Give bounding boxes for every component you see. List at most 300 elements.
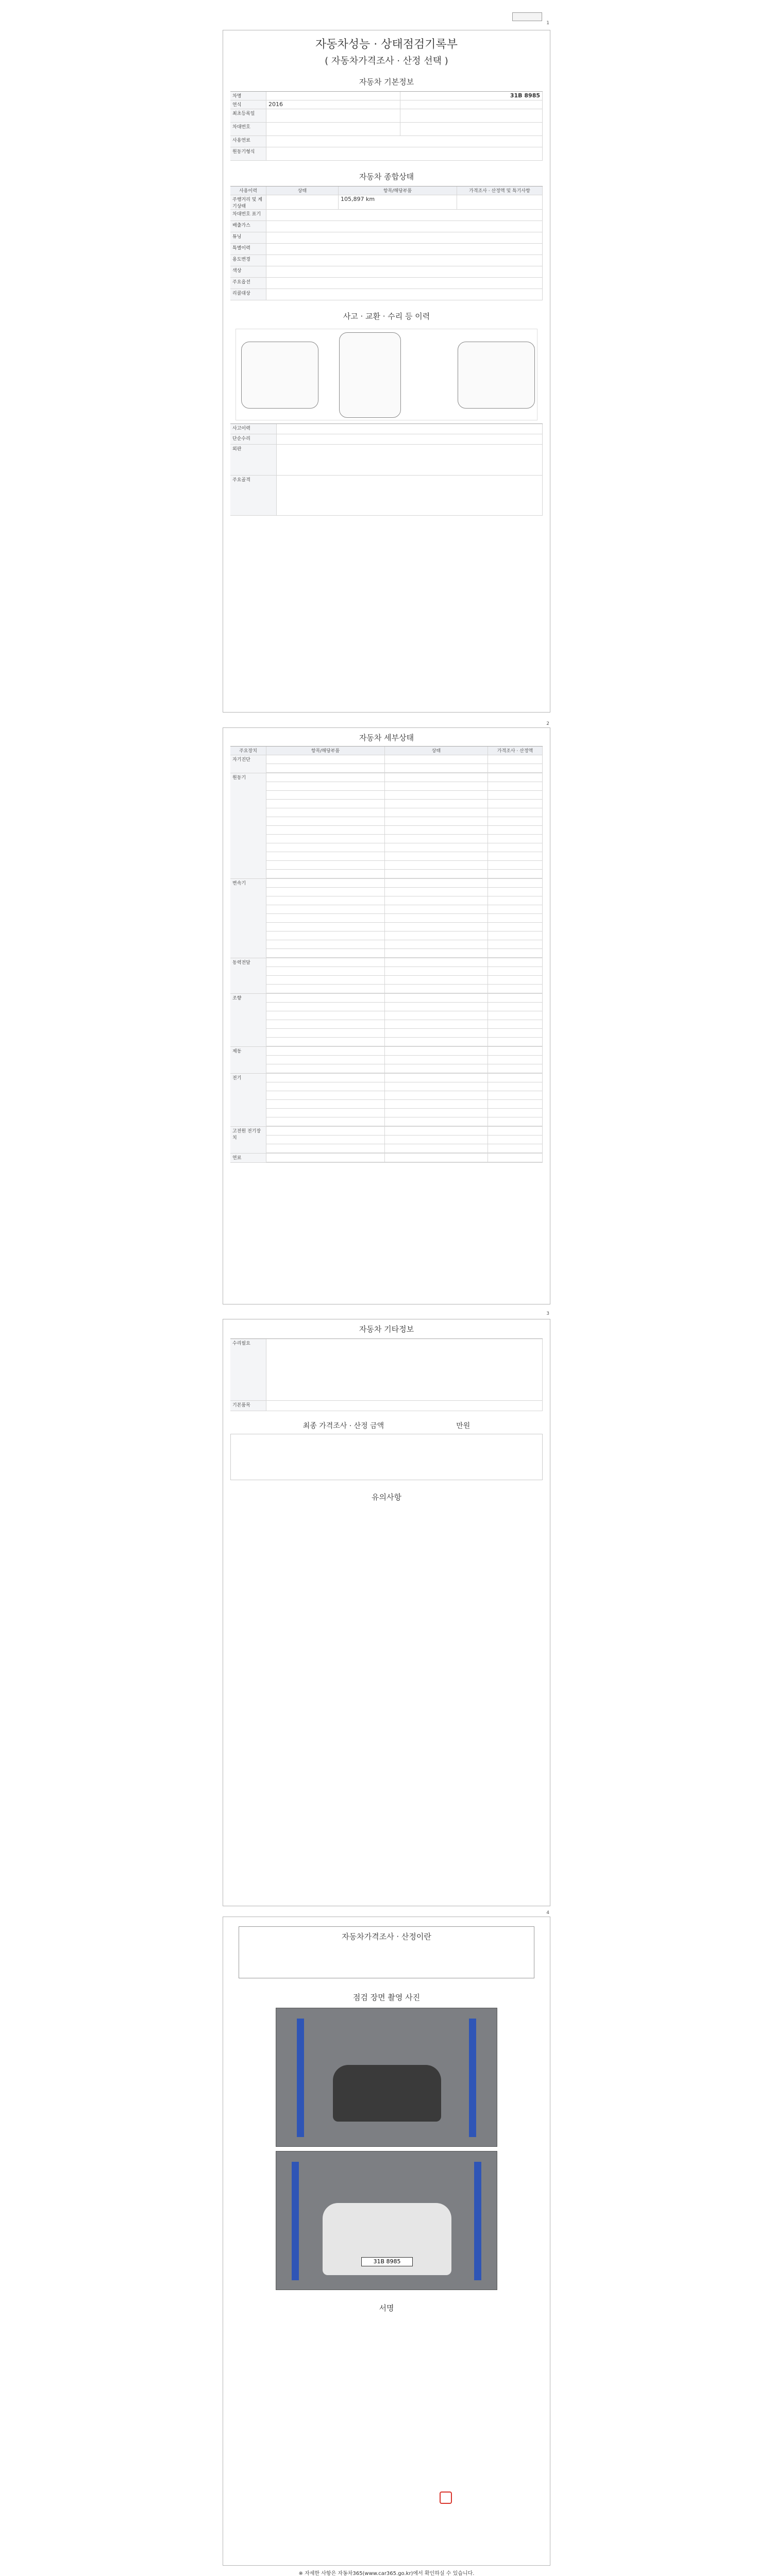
table-row <box>266 808 543 817</box>
detail-group <box>230 1074 543 1127</box>
table-row <box>230 109 543 123</box>
table-cell <box>385 1117 488 1126</box>
table-cell <box>266 861 385 869</box>
accident-title: 사고 · 교환 · 수리 등 이력 <box>343 312 430 321</box>
signer-role <box>254 2344 357 2353</box>
table-cell <box>266 1109 385 1117</box>
table-cell <box>488 905 543 913</box>
detail-group <box>230 1127 543 1154</box>
table-row <box>230 278 543 289</box>
table-row <box>266 888 543 896</box>
table-cell <box>385 985 488 993</box>
row-label: 기본품목 <box>230 1401 266 1411</box>
table-cell <box>385 1144 488 1153</box>
row-body <box>266 278 543 289</box>
group-label: 고전원 전기장치 <box>230 1127 266 1153</box>
table-cell <box>488 1091 543 1099</box>
car-top-view <box>339 332 401 418</box>
table-cell <box>266 852 385 860</box>
table-row <box>266 800 543 808</box>
group-label: 조향 <box>230 994 266 1046</box>
row-value <box>266 136 543 147</box>
table-cell <box>488 1029 543 1037</box>
page-4 <box>223 1917 550 2566</box>
table-cell <box>266 870 385 878</box>
footer-note[interactable]: ※ 자세한 사항은 자동차365(www.car365.go.kr)에서 확인하실 수 있습니다. <box>298 2571 475 2576</box>
pricing-box-title: 자동차가격조사 · 산정이란 <box>342 1932 431 1941</box>
table-cell <box>266 976 385 984</box>
table-row <box>266 1056 543 1064</box>
table-cell <box>385 843 488 852</box>
table-cell <box>266 905 385 913</box>
table-cell <box>266 1003 385 1011</box>
table-cell <box>488 861 543 869</box>
other-title: 자동차 기타정보 <box>359 1325 414 1334</box>
table-cell <box>266 835 385 843</box>
table-cell <box>266 896 385 905</box>
table-row <box>266 1136 543 1144</box>
table-cell <box>266 923 385 931</box>
table-cell <box>385 852 488 860</box>
row-label: 원동기형식 <box>230 147 266 160</box>
license-plate: 31B 8985 <box>361 2257 413 2266</box>
table-cell <box>266 985 385 993</box>
detail-group <box>230 773 543 879</box>
page-1 <box>223 30 550 713</box>
table-cell <box>385 879 488 887</box>
signature-line <box>254 2335 519 2344</box>
table-row <box>266 1064 543 1073</box>
table-cell <box>385 1154 488 1162</box>
table-cell <box>488 782 543 790</box>
table-cell <box>488 1136 543 1144</box>
table-row <box>230 92 543 100</box>
table-cell <box>385 1056 488 1064</box>
inspection-photo-front <box>276 2151 497 2290</box>
table-cell <box>385 1127 488 1135</box>
row-label: 수리필요 <box>230 1339 266 1400</box>
table-row <box>230 476 543 516</box>
table-row <box>230 445 543 476</box>
table-cell <box>266 949 385 957</box>
col-header: 항목/해당부품 <box>266 747 385 755</box>
table-row <box>266 861 543 870</box>
table-cell <box>266 1011 385 1020</box>
table-row <box>266 1074 543 1082</box>
doc-number <box>223 68 550 72</box>
table-cell <box>266 773 385 782</box>
table-row <box>266 976 543 985</box>
table-row <box>266 994 543 1003</box>
table-cell <box>266 1029 385 1037</box>
table-cell <box>266 914 385 922</box>
table-cell <box>385 1064 488 1073</box>
mileage-value: 105,897 km <box>339 195 457 209</box>
table-cell <box>488 843 543 852</box>
table-row <box>266 1144 543 1153</box>
table-cell <box>488 1100 543 1108</box>
table-cell <box>385 967 488 975</box>
table-cell <box>488 896 543 905</box>
table-row <box>266 1020 543 1029</box>
group-label: 전기 <box>230 1074 266 1126</box>
table-row <box>230 289 543 300</box>
row-label: 색상 <box>230 266 266 277</box>
table-row <box>230 221 543 232</box>
table-row <box>230 434 543 445</box>
table-row <box>266 755 543 764</box>
group-label: 자기진단 <box>230 755 266 773</box>
table-row <box>266 940 543 949</box>
table-row <box>266 1127 543 1136</box>
basic-info-table <box>230 91 543 161</box>
table-cell <box>385 958 488 967</box>
table-row <box>230 147 543 161</box>
table-row <box>230 195 543 210</box>
col-header: 상태 <box>385 747 488 755</box>
row-body <box>266 221 543 232</box>
table-cell <box>385 949 488 957</box>
table-cell <box>266 1100 385 1108</box>
table-cell <box>488 808 543 817</box>
table-cell <box>488 1154 543 1162</box>
table-cell <box>385 976 488 984</box>
page-marker: 3 <box>546 1311 549 1316</box>
table-cell <box>488 923 543 931</box>
table-cell <box>385 914 488 922</box>
table-cell <box>266 1082 385 1091</box>
final-price-row <box>230 1420 543 1431</box>
table-row <box>266 843 543 852</box>
table-cell <box>266 1136 385 1144</box>
signature-line <box>254 2344 519 2353</box>
page-marker: 2 <box>546 721 549 726</box>
table-row <box>266 1109 543 1117</box>
table-row <box>266 931 543 940</box>
detail-group <box>230 958 543 994</box>
table-cell <box>385 782 488 790</box>
plate-number: 31B 8985 <box>400 92 543 100</box>
signature-line <box>254 2327 519 2335</box>
table-cell <box>488 870 543 878</box>
car-side-left <box>241 342 318 409</box>
accident-table <box>230 423 543 516</box>
row-label: 배출가스 <box>230 221 266 232</box>
table-cell <box>266 755 385 764</box>
detail-table <box>230 746 543 1163</box>
table-row <box>230 123 543 136</box>
detail-group <box>230 879 543 958</box>
main-subtitle: ( 자동차가격조사 · 산정 선택 ) <box>325 56 448 66</box>
table-cell <box>488 1074 543 1082</box>
top-bar <box>223 0 550 29</box>
table-cell <box>488 976 543 984</box>
row-body <box>266 289 543 300</box>
col-header: 상태 <box>266 187 339 195</box>
table-row <box>266 905 543 914</box>
table-row <box>266 1082 543 1091</box>
table-row <box>230 210 543 221</box>
table-cell <box>266 1020 385 1028</box>
signature-body <box>223 2314 550 2318</box>
table-cell <box>488 1082 543 1091</box>
table-row <box>230 136 543 147</box>
table-row <box>266 870 543 878</box>
table-cell <box>385 773 488 782</box>
table-header <box>230 187 543 195</box>
table-cell <box>488 826 543 834</box>
table-cell <box>385 888 488 896</box>
table-row <box>266 896 543 905</box>
table-cell <box>488 931 543 940</box>
row-label: 사용연료 <box>230 136 266 147</box>
row-value <box>266 109 400 122</box>
table-cell <box>385 923 488 931</box>
table-cell <box>266 1047 385 1055</box>
row-label: 용도변경 <box>230 255 266 266</box>
table-cell <box>385 826 488 834</box>
signer-role <box>254 2327 357 2335</box>
table-cell <box>488 1038 543 1046</box>
row-label: 주요옵션 <box>230 278 266 289</box>
row-body <box>277 445 543 475</box>
table-cell <box>385 861 488 869</box>
row-price <box>457 195 543 209</box>
table-cell <box>385 764 488 772</box>
table-cell <box>385 896 488 905</box>
row-label: 주요골격 <box>230 476 277 515</box>
table-row <box>266 773 543 782</box>
table-row <box>230 266 543 278</box>
group-label: 제동 <box>230 1047 266 1073</box>
table-cell <box>266 808 385 817</box>
table-row <box>266 1029 543 1038</box>
price-remark-box <box>230 1434 543 1480</box>
table-cell <box>385 1011 488 1020</box>
table-cell <box>385 1100 488 1108</box>
row-value <box>266 147 543 160</box>
table-cell <box>488 764 543 772</box>
table-cell <box>488 879 543 887</box>
table-cell <box>385 755 488 764</box>
row-label: 사고이력 <box>230 424 277 434</box>
table-cell <box>266 879 385 887</box>
table-cell <box>266 1064 385 1073</box>
row-label: 최초등록일 <box>230 109 266 122</box>
row-body <box>266 266 543 277</box>
other-table <box>230 1338 543 1411</box>
table-cell <box>385 905 488 913</box>
table-row <box>266 835 543 843</box>
table-row <box>266 791 543 800</box>
table-cell <box>488 914 543 922</box>
table-cell <box>488 791 543 799</box>
table-cell <box>385 870 488 878</box>
table-cell <box>488 985 543 993</box>
table-cell <box>488 994 543 1002</box>
row-value: 2016 <box>266 100 400 109</box>
table-cell <box>488 967 543 975</box>
table-row <box>266 958 543 967</box>
notes-title: 유의사항 <box>372 1493 401 1502</box>
table-cell <box>266 888 385 896</box>
table-cell <box>266 1127 385 1135</box>
page-2 <box>223 727 550 1304</box>
col-header: 주요장치 <box>230 747 266 755</box>
table-row <box>266 923 543 931</box>
row-label: 주행거리 및 계기상태 <box>230 195 266 209</box>
table-cell <box>385 1020 488 1028</box>
table-cell <box>266 1038 385 1046</box>
group-label: 원동기 <box>230 773 266 878</box>
table-row <box>266 1117 543 1126</box>
table-row <box>230 255 543 266</box>
table-cell <box>385 1038 488 1046</box>
row-label: 외판 <box>230 445 277 475</box>
table-cell <box>385 1091 488 1099</box>
table-row <box>266 985 543 993</box>
col-header: 가격조사 · 산정액 및 특기사항 <box>457 187 543 195</box>
document <box>223 0 550 2576</box>
row-spacer <box>400 100 543 109</box>
detail-group <box>230 755 543 773</box>
table-cell <box>266 800 385 808</box>
detail-group <box>230 1154 543 1163</box>
group-label: 변속기 <box>230 879 266 958</box>
row-body <box>266 1339 543 1400</box>
table-row <box>266 1047 543 1056</box>
table-cell <box>488 1144 543 1153</box>
table-row <box>266 1003 543 1011</box>
table-cell <box>488 835 543 843</box>
table-cell <box>385 1074 488 1082</box>
table-row <box>266 1091 543 1100</box>
table-cell <box>488 773 543 782</box>
signature-lines <box>254 2327 519 2353</box>
table-cell <box>385 931 488 940</box>
table-cell <box>266 1144 385 1153</box>
table-row <box>266 949 543 958</box>
table-cell <box>488 817 543 825</box>
col-header: 가격조사 · 산정액 <box>488 747 543 755</box>
col-header: 항목/해당부품 <box>339 187 457 195</box>
table-cell <box>266 764 385 772</box>
table-cell <box>385 1029 488 1037</box>
table-cell <box>488 1047 543 1055</box>
table-row <box>266 852 543 861</box>
row-body <box>266 1401 543 1411</box>
row-value <box>266 92 400 100</box>
table-cell <box>266 1091 385 1099</box>
table-cell <box>385 808 488 817</box>
table-cell <box>488 958 543 967</box>
row-label: 리콜대상 <box>230 289 266 300</box>
table-cell <box>385 940 488 948</box>
table-cell <box>488 755 543 764</box>
car-diagram <box>236 329 537 420</box>
row-body <box>266 232 543 243</box>
pricing-box-body <box>246 1943 527 1974</box>
final-price-unit: 만원 <box>456 1422 470 1430</box>
table-cell <box>488 940 543 948</box>
photos-title: 점검 장면 촬영 사진 <box>352 1993 421 2002</box>
table-cell <box>488 1011 543 1020</box>
row-spacer <box>400 109 543 122</box>
table-row <box>266 967 543 976</box>
signer-role <box>254 2335 357 2344</box>
table-cell <box>488 852 543 860</box>
table-row <box>230 232 543 244</box>
table-cell <box>266 1056 385 1064</box>
table-cell <box>266 817 385 825</box>
print-button[interactable] <box>512 12 542 21</box>
table-cell <box>266 940 385 948</box>
row-label: 특별이력 <box>230 244 266 255</box>
table-cell <box>488 1003 543 1011</box>
group-label: 동력전달 <box>230 958 266 993</box>
table-row <box>266 1038 543 1046</box>
row-body <box>277 476 543 515</box>
page-marker: 1 <box>546 21 549 26</box>
row-label: 차대번호 표기 <box>230 210 266 221</box>
table-cell <box>266 1154 385 1162</box>
table-cell <box>488 1117 543 1126</box>
car-side-right <box>458 342 535 409</box>
inspection-photo-rear <box>276 2008 497 2147</box>
detail-title: 자동차 세부상태 <box>359 733 414 742</box>
table-row <box>266 1011 543 1020</box>
table-cell <box>488 949 543 957</box>
detail-group <box>230 1047 543 1074</box>
table-cell <box>488 1056 543 1064</box>
table-header <box>230 747 543 755</box>
table-cell <box>266 994 385 1002</box>
table-cell <box>266 843 385 852</box>
table-row <box>266 1154 543 1162</box>
pricing-box <box>239 1926 534 1978</box>
table-cell <box>266 1117 385 1126</box>
table-cell <box>385 835 488 843</box>
table-cell <box>385 791 488 799</box>
table-cell <box>385 800 488 808</box>
table-row <box>266 782 543 791</box>
row-body <box>266 244 543 255</box>
table-row <box>266 1100 543 1109</box>
final-price-title: 최종 가격조사 · 산정 금액 <box>303 1422 384 1430</box>
row-label: 차명 <box>230 92 266 100</box>
signature-title: 서명 <box>379 2303 394 2313</box>
row-body <box>277 434 543 444</box>
table-cell <box>266 931 385 940</box>
table-row <box>266 817 543 826</box>
table-row <box>266 764 543 773</box>
detail-groups <box>230 755 543 1163</box>
table-cell <box>385 817 488 825</box>
main-title: 자동차성능 · 상태점검기록부 <box>315 38 458 51</box>
row-body <box>266 210 543 221</box>
row-label: 차대번호 <box>230 123 266 135</box>
table-cell <box>488 888 543 896</box>
table-cell <box>266 958 385 967</box>
red-seal-stamp <box>440 2492 452 2504</box>
table-row <box>230 1401 543 1411</box>
detail-group <box>230 994 543 1047</box>
row-body <box>277 424 543 434</box>
accident-subtitle <box>223 323 550 326</box>
table-cell <box>488 1127 543 1135</box>
row-label: 튜닝 <box>230 232 266 243</box>
overall-title: 자동차 종합상태 <box>359 172 414 181</box>
